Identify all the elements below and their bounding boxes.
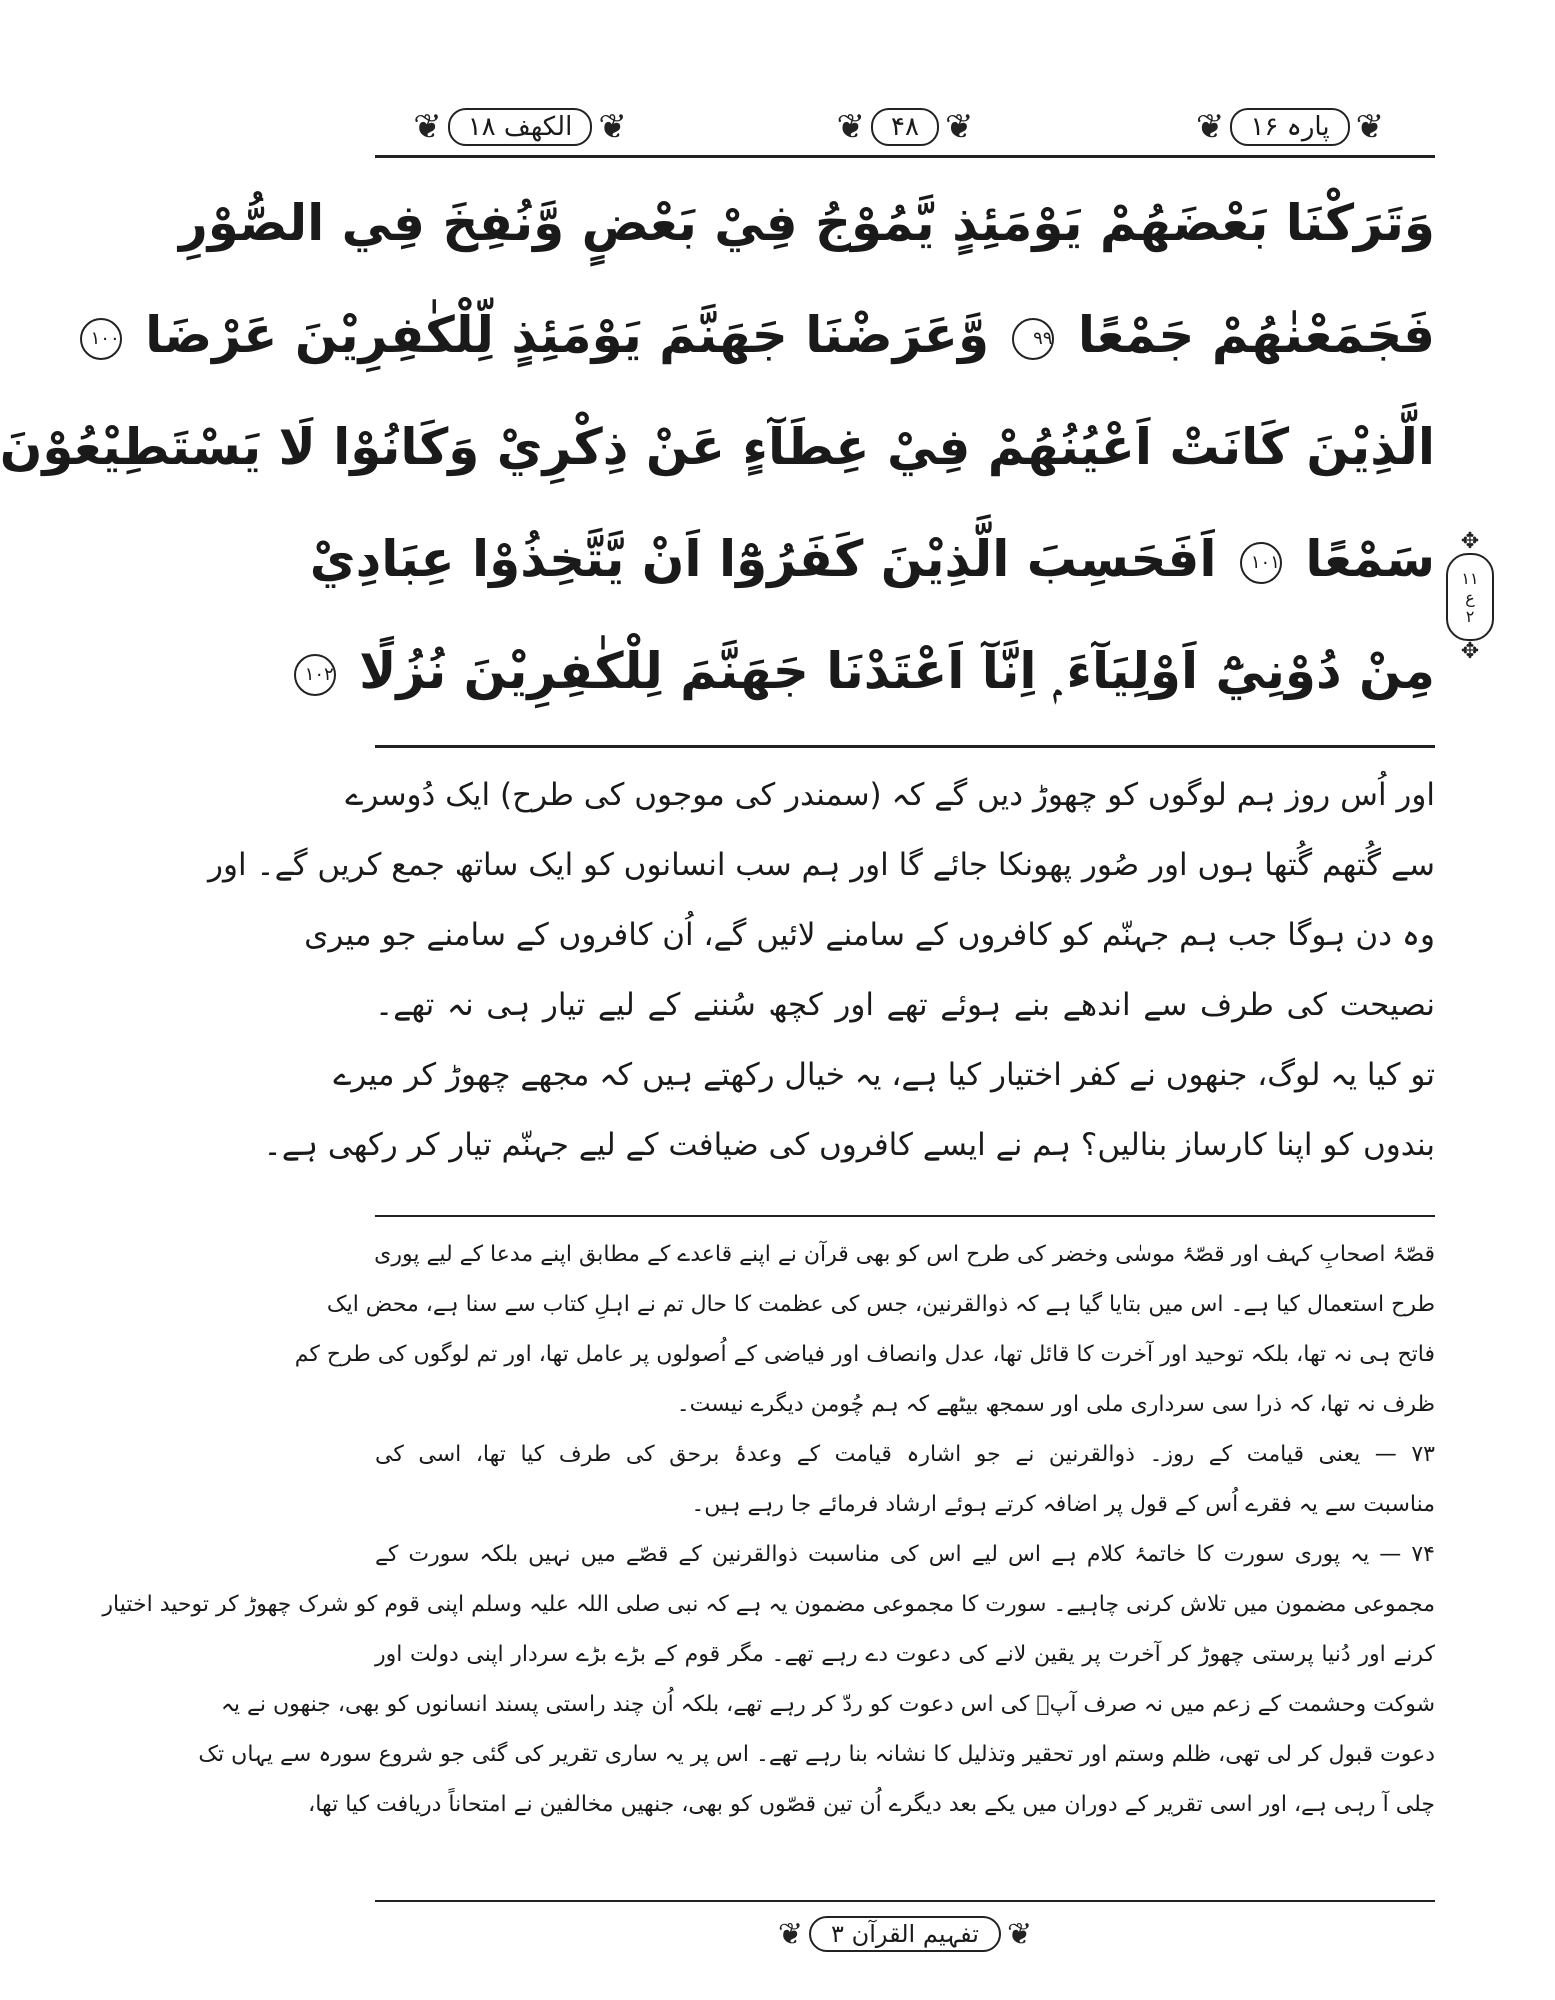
- translation-line: نصیحت کی طرف سے اندھے بنے ہوئے تھے اور کچھ سُننے کے لیے تیار ہی نہ تھے۔: [375, 987, 1435, 1023]
- translation-line: وہ دن ہوگا جب ہم جہنّم کو کافروں کے سامنے لائیں گے، اُن کافروں کے سامنے جو میری: [304, 917, 1435, 953]
- divider: [375, 745, 1435, 748]
- arabic-text: اَفَحَسِبَ الَّذِيْنَ كَفَرُوْٓا اَنْ يَّتَّخِذُوْا عِبَادِيْ: [309, 530, 1217, 588]
- commentary-line: ۷۳ — یعنی قیامت کے روز۔ ذوالقرنین نے جو اشارہ قیامت کے وعدۂ برحق کی طرف کیا تھا، اسی کی: [375, 1442, 1435, 1467]
- arabic-text: الَّذِيْنَ كَانَتْ اَعْيُنُهُمْ فِيْ غِطَآءٍ عَنْ ذِكْرِيْ وَكَانُوْا لَا يَسْتَطِيْعُوْنَ: [0, 418, 1435, 476]
- commentary-line: مجموعی مضمون میں تلاش کرنی چاہیے۔ سورت کا مجموعی مضمون یہ ہے کہ نبی صلی اللہ علیہ وسلم اپنی قوم کو شرک چھوڑ کر توحید اختیار: [102, 1592, 1435, 1617]
- commentary-notes: [102, 1230, 1435, 1895]
- ayah-number-marker: ۱۰۲: [294, 654, 336, 696]
- header-surah-label: الکھف ۱۸: [448, 108, 593, 146]
- header-surah-box: [375, 103, 665, 151]
- urdu-translation: [208, 760, 1435, 1200]
- ornament-icon: ❦: [1195, 107, 1225, 147]
- arabic-verse-block: [0, 167, 1480, 737]
- arabic-text: فَجَمَعْنٰهُمْ جَمْعًا: [1077, 306, 1435, 364]
- commentary-line: ظرف نہ تھا، کہ ذرا سی سرداری ملی اور سمجھ بیٹھے کہ ہم چُومن دیگرے نیست۔: [676, 1392, 1435, 1417]
- ornament-icon: ❦: [836, 107, 866, 147]
- arabic-text: وَتَرَكْنَا بَعْضَهُمْ يَوْمَئِذٍ يَّمُوْجُ فِيْ بَعْضٍ وَّنُفِخَ فِي الصُّوْرِ: [178, 194, 1435, 252]
- footer-book-title: تفہیم القرآن ۳: [809, 1916, 1001, 1952]
- translation-line: بندوں کو اپنا کارساز بنالیں؟ ہم نے ایسے کافروں کی ضیافت کے لیے جہنّم تیار کر رکھی ہے۔: [263, 1127, 1435, 1163]
- ornament-icon: ❦: [413, 107, 442, 147]
- page-footer: [705, 1910, 1105, 1958]
- ornament-icon: ❦: [598, 107, 627, 147]
- header-page-number-box: [760, 103, 1050, 151]
- ornament-icon: ❦: [944, 107, 974, 147]
- arabic-text: سَمْعًا: [1305, 530, 1435, 588]
- commentary-line: فاتح ہی نہ تھا، بلکہ توحید اور آخرت کا قائل تھا، عدل وانصاف اور فیاضی کے اُصولوں پر عامل تھا، اور تم لوگوں کی طرح کم: [294, 1342, 1435, 1367]
- page: [0, 95, 1480, 1975]
- commentary-line: دعوت قبول کر لی تھی، ظلم وستم اور تحقیر وتذلیل کا نشانہ بنا رہے تھے۔ اس پر یہ ساری تقریر کی گئی جو شروع سورہ سے یہاں تک: [198, 1742, 1435, 1767]
- arabic-line: [304, 615, 1435, 727]
- translation-line: اور اُس روز ہم لوگوں کو چھوڑ دیں گے کہ (سمندر کی موجوں کی طرح) ایک دُوسرے: [345, 777, 1435, 813]
- header-para-label: پارہ ۱۶: [1230, 108, 1349, 146]
- ornament-icon: ✥: [1460, 639, 1480, 664]
- commentary-line: قصّۂ اصحابِ کہف اور قصّۂ موسٰی وخضر کی طرح اس کو بھی قرآن نے اپنے قاعدے کے مطابق اپنے مدعا کے لیے پوری: [374, 1242, 1435, 1267]
- arabic-line: [90, 279, 1435, 391]
- translation-line: تو کیا یہ لوگ، جنھوں نے کفر اختیار کیا ہے، یہ خیال رکھتے ہیں کہ مجھے چھوڑ کر میرے: [333, 1057, 1435, 1093]
- header-divider: [375, 155, 1435, 158]
- commentary-line: مناسبت سے یہ فقرے اُس کے قول پر اضافہ کرتے ہوئے ارشاد فرمائے جا رہے ہیں۔: [691, 1492, 1435, 1517]
- commentary-line: کرنے اور دُنیا پرستی چھوڑ کر آخرت پر یقین لانے کی دعوت دے رہے تھے۔ مگر قوم کے بڑے بڑے سردار اپنی دولت اور: [375, 1642, 1435, 1667]
- ruku-marker: [1445, 527, 1495, 667]
- header-para-box: [1145, 103, 1435, 151]
- arabic-text: وَّعَرَضْنَا جَهَنَّمَ يَوْمَئِذٍ لِّلْكٰفِرِيْنَ عَرْضَا: [145, 306, 990, 364]
- translation-line: سے گُتھم گُتھا ہوں اور صُور پھونکا جائے گا اور ہم سب انسانوں کو ایک ساتھ جمع کریں گے۔ اور: [208, 847, 1435, 883]
- commentary-line: ۷۴ — یہ پوری سورت کا خاتمۂ کلام ہے اس لیے اس کی مناسبت ذوالقرنین کے قصّے میں نہیں بلکہ سورت کے: [375, 1542, 1435, 1567]
- divider: [375, 1215, 1435, 1217]
- arabic-line: [309, 503, 1435, 615]
- ornament-icon: ❦: [1355, 107, 1385, 147]
- arabic-text: مِنْ دُوْنِيْٓ اَوْلِيَآءَ ۭ اِنَّآ اَعْتَدْنَا جَهَنَّمَ لِلْكٰفِرِيْنَ نُزُلًا: [359, 642, 1435, 700]
- ruku-bottom-number: ۲: [1465, 606, 1475, 626]
- ornament-icon: ❦: [777, 1916, 804, 1952]
- ruku-oval: [1446, 553, 1494, 641]
- page-number: ۴۸: [871, 108, 939, 146]
- arabic-line: [178, 167, 1435, 279]
- ayah-number-marker: ۱۰۰: [80, 318, 122, 360]
- commentary-line: طرح استعمال کیا ہے۔ اس میں بتایا گیا ہے کہ ذوالقرنین، جس کی عظمت کا حال تم نے اہلِ کتاب سے سنا ہے، محض ایک: [326, 1292, 1435, 1317]
- arabic-line: [0, 391, 1435, 503]
- ayah-number-marker: ۱۰۱: [1240, 542, 1282, 584]
- ruku-top-number: ۱۱: [1461, 568, 1479, 588]
- page-header: [375, 95, 1435, 165]
- footer-divider: [375, 1900, 1435, 1902]
- commentary-line: شوکت وحشمت کے زعم میں نہ صرف آپؐ کی اس دعوت کو ردّ کر رہے تھے، بلکہ اُن چند راستی پسند انسانوں کو بھی، جنھوں نے یہ: [220, 1692, 1435, 1717]
- ornament-icon: ✥: [1460, 529, 1480, 554]
- commentary-line: چلی آ رہی ہے، اور اسی تقریر کے دوران میں یکے بعد دیگرے اُن تین قصّوں کو بھی، جنھیں مخالفین نے امتحاناً دریافت کیا تھا،: [308, 1792, 1435, 1817]
- ornament-icon: ❦: [1006, 1916, 1033, 1952]
- ruku-letter: ع: [1465, 587, 1475, 607]
- ayah-number-marker: ۹۹: [1012, 318, 1054, 360]
